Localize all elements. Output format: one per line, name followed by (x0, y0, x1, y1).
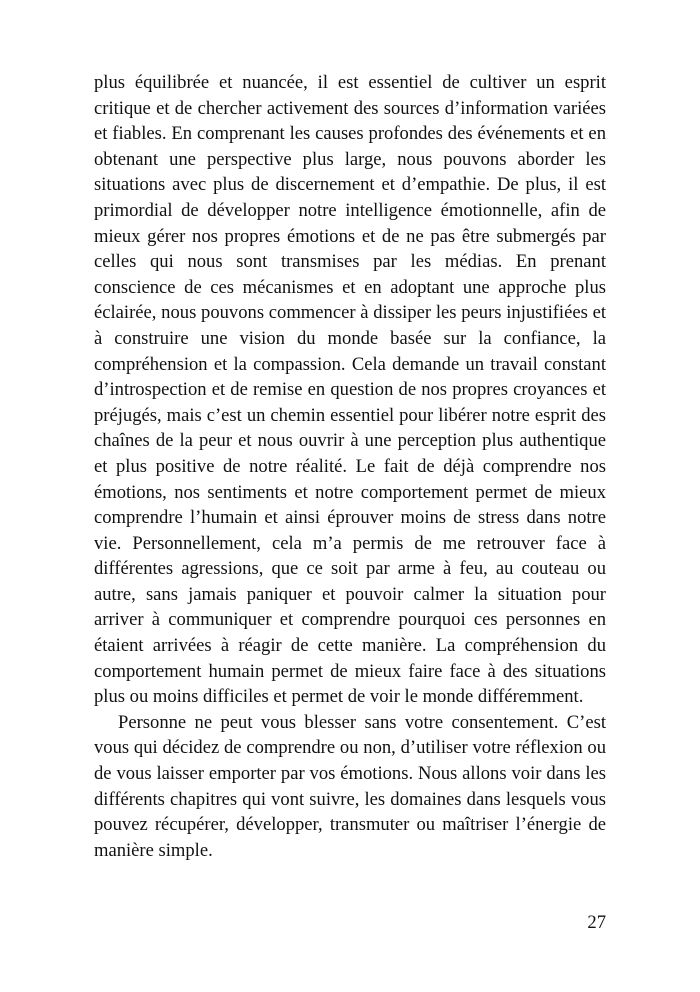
paragraph-consent: Personne ne peut vous blesser sans votre consentement. C’est vous qui décidez de comprendre ou non, d’utiliser votre réflexion ou de vous laisser emporter par vos émotions. Nous allons voir dans les différents chapitres qui vont suivre, les domaines dans lesquels vous pouvez récupérer, développer, transmuter ou maîtriser l’énergie de manière simple. (94, 711, 606, 861)
page-number: 27 (587, 912, 606, 933)
body-text (94, 70, 606, 863)
paragraph-continued: plus équilibrée et nuancée, il est essentiel de cultiver un esprit critique et de chercher activement des sources d’information variées et fiables. En comprenant les causes profondes des événements et en obtenant une perspective plus large, nous pouvons aborder les situations avec plus de discernement et d’empathie. De plus, il est primordial de développer notre intelligence émotionnelle, afin de mieux gérer nos propres émotions et de ne pas être submergés par celles qui nous sont transmises par les médias. En prenant conscience de ces mécanismes et en adoptant une approche plus éclairée, nous pouvons commencer à dissiper les peurs injustifiées et à construire une vision du monde basée sur la confiance, la compréhension et la compassion. Cela demande un travail constant d’introspection et de remise en question de nos propres croyances et préjugés, mais c’est un chemin essentiel pour libérer notre esprit des chaînes de la peur et nous ouvrir à une perception plus authentique et plus positive de notre réalité. Le fait de déjà comprendre nos émotions, nos sentiments et notre comportement permet de mieux comprendre l’humain et ainsi éprouver moins de stress dans notre vie. Personnellement, cela m’a permis de me retrouver face à différentes agressions, que ce soit par arme à feu, au couteau ou autre, sans jamais paniquer et pouvoir calmer la situation pour arriver à communiquer et comprendre pourquoi ces personnes en étaient arrivées à réagir de cette manière. La compréhension du comportement humain permet de mieux faire face à des situations plus ou moins difficiles et permet de voir le monde différemment. (94, 72, 606, 708)
